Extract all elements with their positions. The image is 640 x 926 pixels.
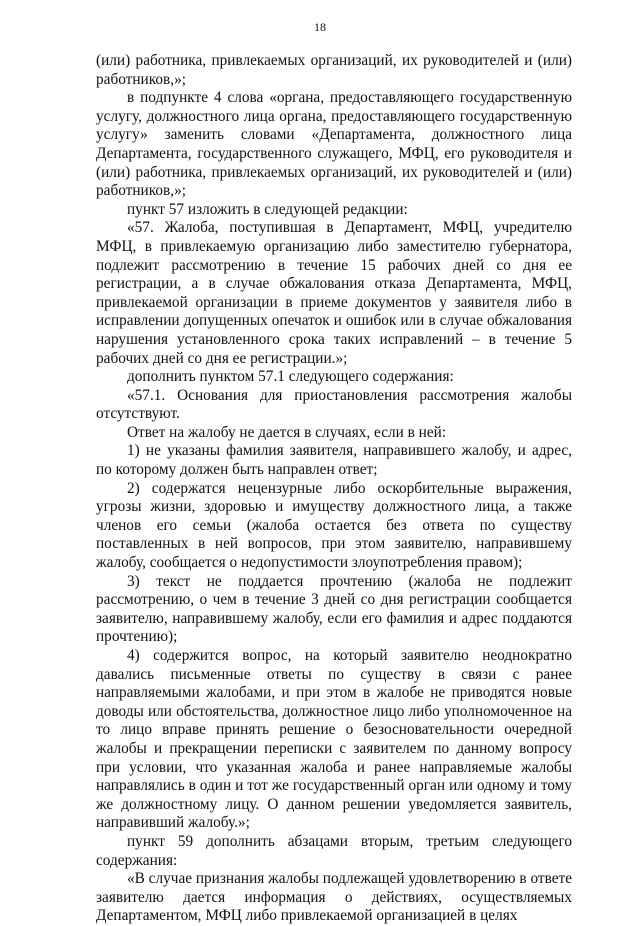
paragraph-point-57-text: «57. Жалоба, поступившая в Департамент, МФЦ, учредителю МФЦ, в привлекаемую организацию либо заместителю губернатора, подлежит рассмотрению в течение 15 рабочих дней со дня ее регистрации, а в случае обжалования отказа Департамента, МФЦ, привлекаемой организации в приеме документов у заявителя либо в исправлении допущенных опечаток и ошибок или в случае обжалования нарушения установленного срока таких исправлений – в течение 5 рабочих дней со дня ее регистрации.»; (96, 219, 572, 367)
paragraph-point-57-1-text: «57.1. Основания для приостановления рассмотрения жалобы отсутствуют. (96, 386, 572, 423)
paragraph-case-3: 3) текст не поддается прочтению (жалоба не подлежит рассмотрению, о чем в течение 3 дней со дня регистрации сообщается заявителю, направившему жалобу, если его фамилия и адрес поддаются прочтению); (96, 572, 572, 646)
paragraph-point-59-intro: пункт 59 дополнить абзацами вторым, третьим следующего содержания: (96, 832, 572, 869)
paragraph-continuation: (или) работника, привлекаемых организаций, их руководителей и (или) работников,»; (96, 52, 572, 88)
paragraph-case-4: 4) содержится вопрос, на который заявителю неоднократно давались письменные ответы по существу в связи с ранее направляемыми жалобами, и при этом в жалобе не приводятся новые доводы или обстоятельства, должностное лицо либо уполномоченное на то лицо вправе принять решение о безосновательности очередной жалобы и прекращении переписки с заявителем по данному вопросу при условии, что указанная жалоба и ранее направляемые жалобы направлялись в один и тот же государственный орган или одному и тому же должностному лицу. О данном решении уведомляется заявитель, направивший жалобу.»; (96, 647, 572, 832)
paragraph-case-2: 2) содержатся нецензурные либо оскорбительные выражения, угрозы жизни, здоровью и имуществу должностного лица, а также членов его семьи (жалоба остается без ответа по существу поставленных в ней вопросов, при этом заявителю, направившему жалобу, сообщается о недопустимости злоупотребления правом); (96, 479, 572, 572)
paragraph-point-57-1-intro: дополнить пунктом 57.1 следующего содержания: (127, 368, 454, 386)
page-number: 18 (314, 20, 326, 34)
paragraph-point-59-text: «В случае признания жалобы подлежащей удовлетворению в ответе заявителю дается информация о действиях, осуществляемых Департаментом, МФЦ либо привлекаемой организацией в целях (96, 870, 572, 925)
paragraph-no-answer-cases: Ответ на жалобу не дается в случаях, если в ней: (127, 423, 447, 441)
paragraph-case-1: 1) не указаны фамилия заявителя, направившего жалобу, и адрес, по которому должен быть направлен ответ; (96, 442, 572, 479)
document-body (96, 52, 572, 926)
paragraph-point-57-intro: пункт 57 изложить в следующей редакции: (127, 200, 408, 218)
paragraph-subpoint-4-amendment: в подпункте 4 слова «органа, предоставляющего государственную услугу, должностного лица органа, предоставляющего государственную услугу» заменить словами «Департамента, должностного лица Департамента, государственного служащего, МФЦ, его руководителя и (или) работника, привлекаемых организаций, их руководителей и (или) работников,»; (96, 89, 572, 200)
